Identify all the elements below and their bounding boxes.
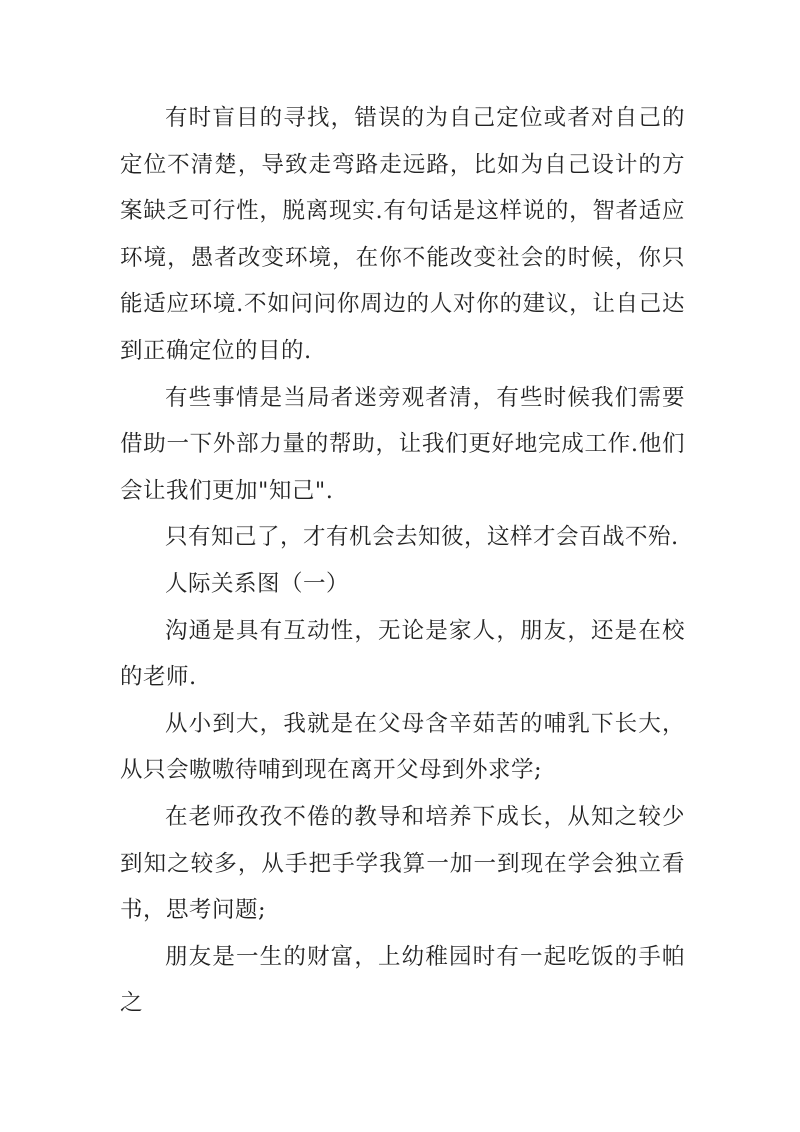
paragraph: 沟通是具有互动性，无论是家人，朋友，还是在校的老师. — [120, 617, 685, 691]
paragraph: 朋友是一生的财富，上幼稚园时有一起吃饭的手帕之 — [120, 943, 685, 1017]
section-heading: 人际关系图（一） — [165, 570, 350, 597]
paragraph: 在老师孜孜不倦的教导和培养下成长，从知之较少到知之较多，从手把手学我算一加一到现在学会独立看书，思考问题; — [120, 803, 685, 924]
paragraph: 从小到大，我就是在父母含辛茹苦的哺乳下长大，从只会嗷嗷待哺到现在离开父母到外求学; — [120, 710, 685, 784]
paragraph: 有些事情是当局者迷旁观者清，有些时候我们需要借助一下外部力量的帮助，让我们更好地完成工作.他们会让我们更加"知己". — [120, 384, 685, 504]
paragraph: 有时盲目的寻找，错误的为自己定位或者对自己的定位不清楚，导致走弯路走远路，比如为自己设计的方案缺乏可行性，脱离现实.有句话是这样说的，智者适应环境，愚者改变环境，在你不能改变社会的时候，你只能适应环境.不如问问你周边的人对你的建议，让自己达到正确定位的目的. — [120, 105, 685, 364]
document-body — [120, 95, 685, 1027]
paragraph: 只有知己了，才有机会去知彼，这样才会百战不殆. — [165, 524, 679, 551]
